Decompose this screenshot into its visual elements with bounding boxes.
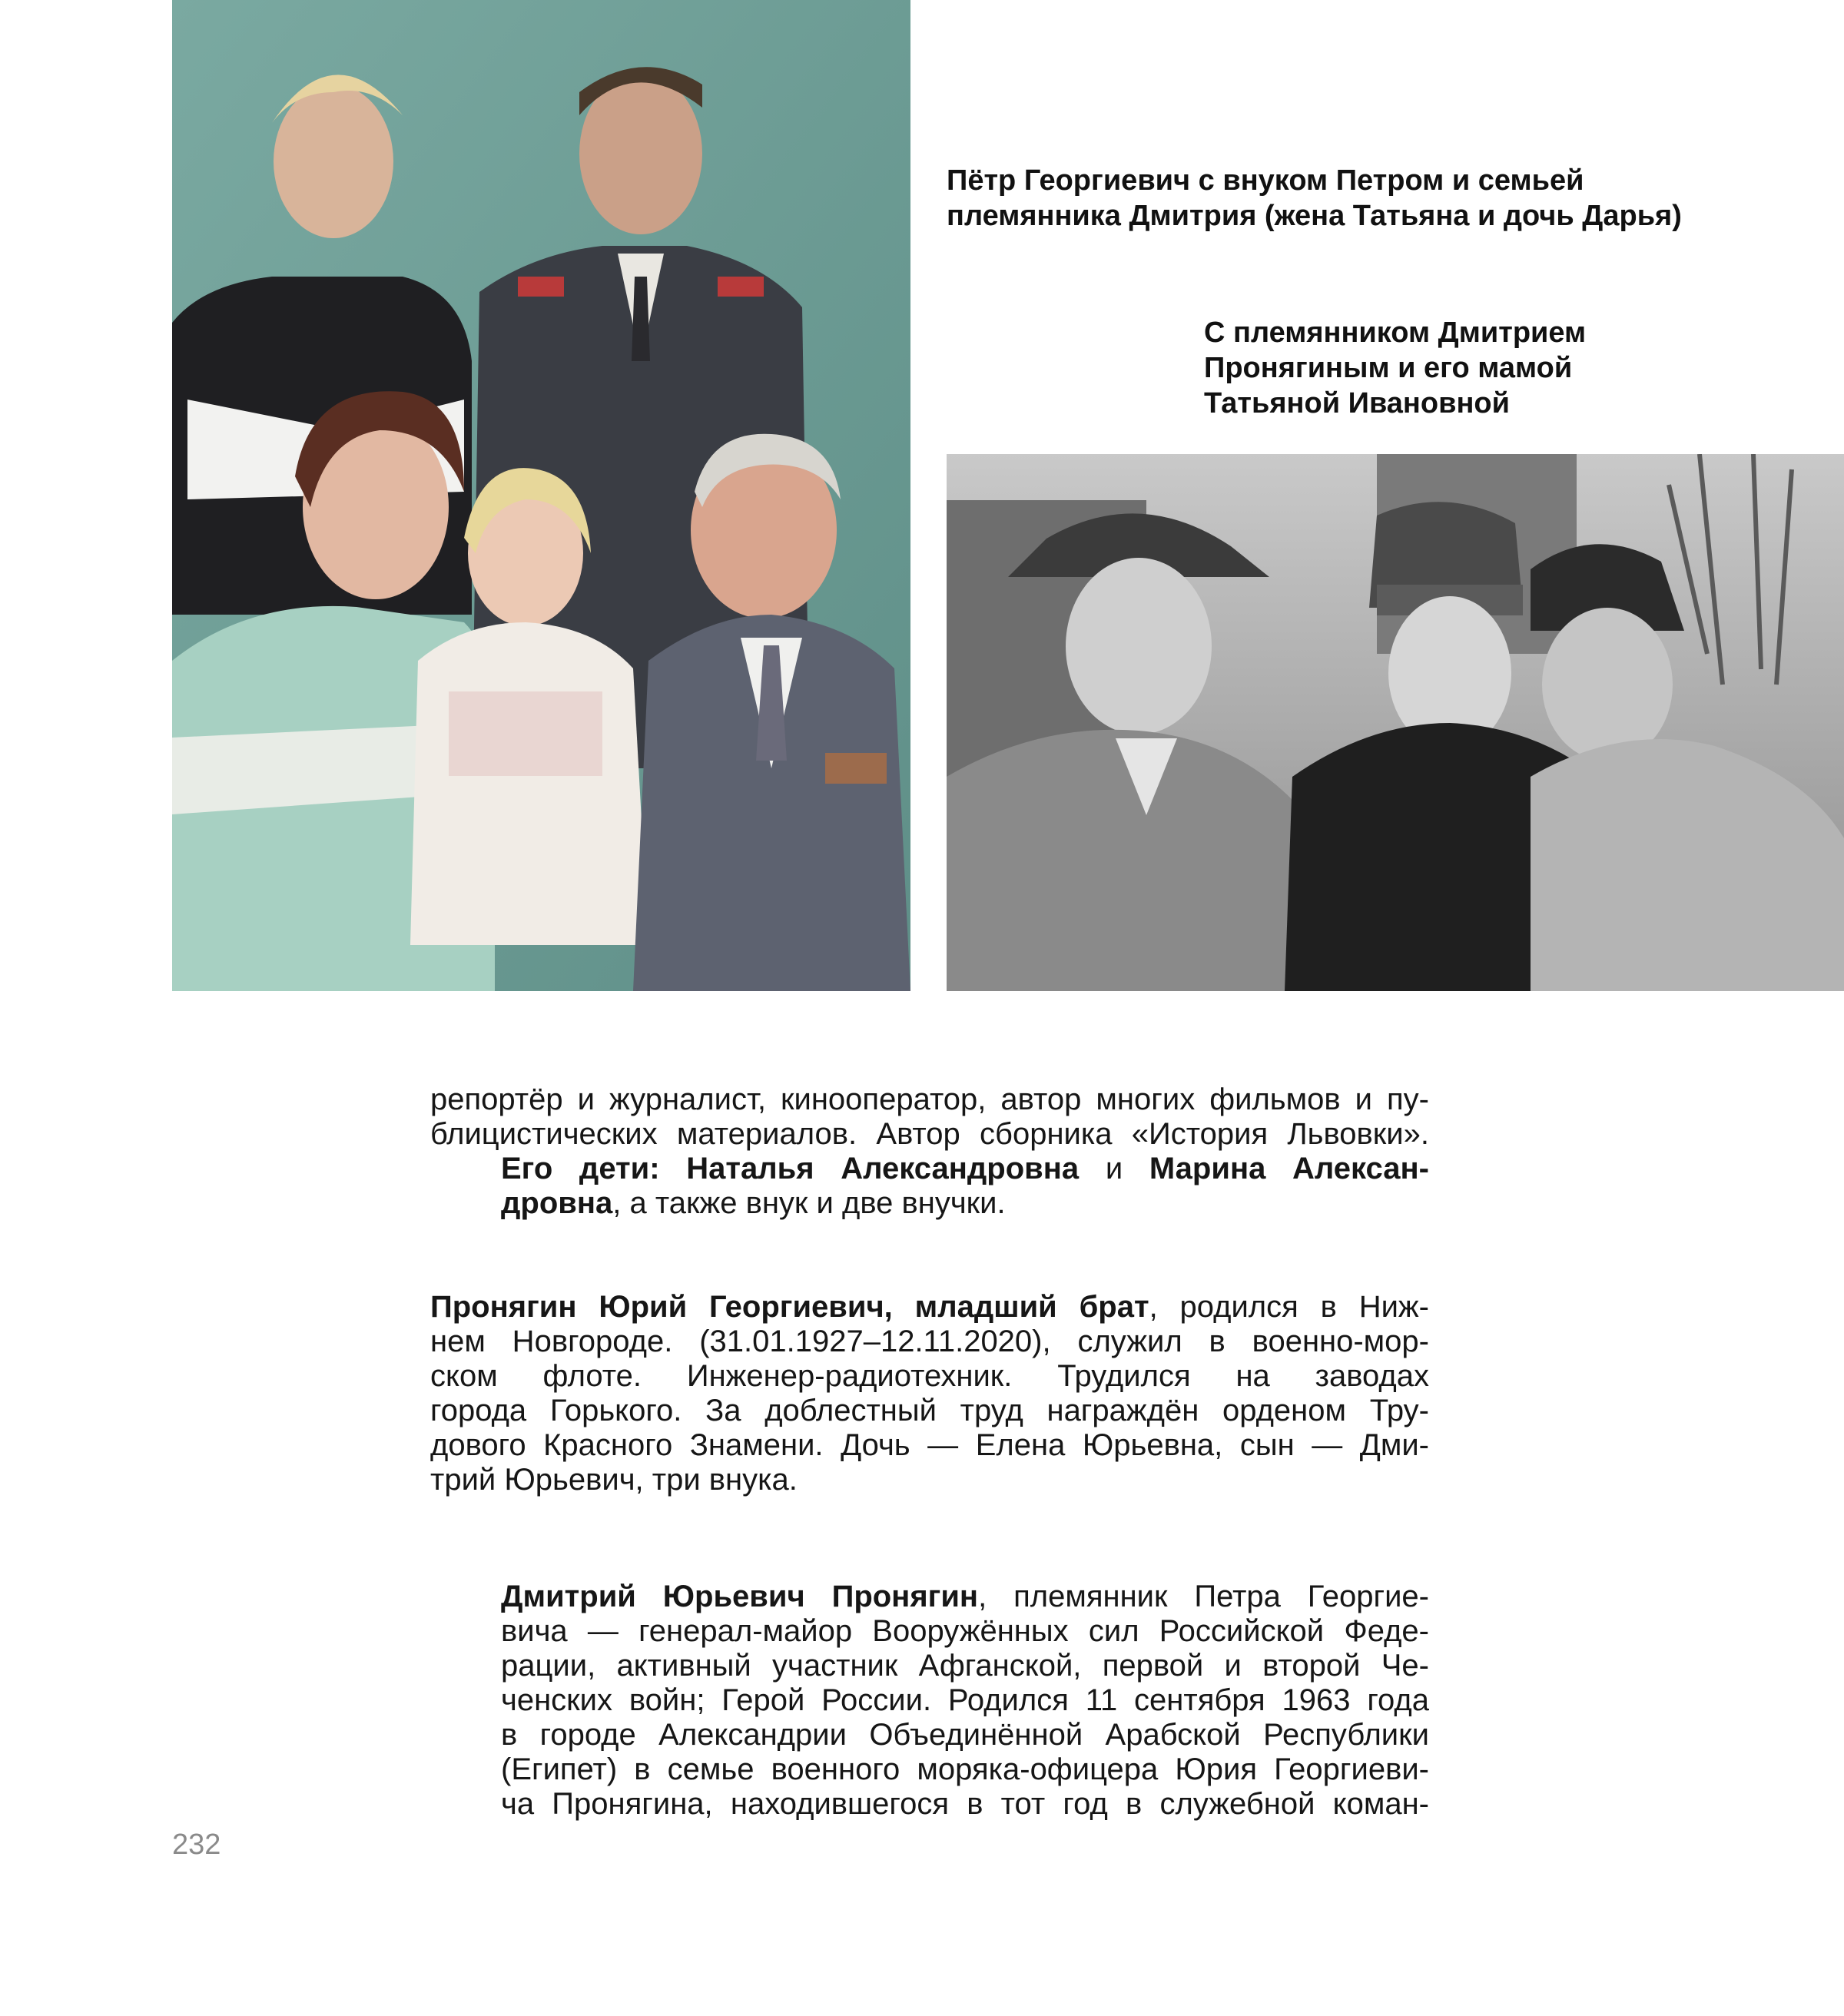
text-line: ченских войн; Герой России. Родился 11 сентября 1963 года <box>501 1683 1429 1717</box>
text-rest: , племянник Петра Георгие- <box>978 1580 1429 1613</box>
paragraph-biography-yuri <box>430 1290 1429 1497</box>
text-line: дового Красного Знамени. Дочь — Елена Юрьевна, сын — Дми- <box>430 1428 1429 1462</box>
conjunction: и <box>1079 1152 1149 1185</box>
caption-line: С племянником Дмитрием <box>1204 317 1587 349</box>
children-label: Его дети: <box>501 1152 660 1185</box>
caption-line: Пронягиным и его мамой <box>1204 352 1573 384</box>
text-line: блицистических материалов. Автор сборника «История Львовки». <box>430 1117 1429 1151</box>
caption-line: племянника Дмитрия (жена Татьяна и дочь Дарья) <box>947 200 1682 232</box>
text-line: ском флоте. Инженер-радиотехник. Трудился на заводах <box>430 1359 1429 1393</box>
text-line: (Египет) в семье военного моряка-офицера Юрия Георгиеви- <box>501 1752 1429 1786</box>
child-name: Наталья Александровна <box>686 1152 1080 1185</box>
paragraph-biography-dmitry <box>501 1580 1429 1822</box>
text-line <box>430 1290 1429 1325</box>
child-name: Марина Алексан- <box>1149 1152 1429 1185</box>
text-line: города Горького. За доблестный труд награждён орденом Тру- <box>430 1394 1429 1427</box>
family-photo-bw <box>947 454 1844 991</box>
child-name-cont: дровна <box>501 1186 613 1220</box>
family-photo-color <box>172 0 910 991</box>
person-name: Пронягин Юрий Георгиевич, младший брат <box>430 1290 1149 1324</box>
text-tail: , а также внук и две внучки. <box>612 1186 1006 1220</box>
text-line: в городе Александрии Объединённой Арабской Республики <box>501 1718 1429 1752</box>
photo-caption-bw <box>1204 315 1586 421</box>
text-line: вича — генерал-майор Вооружённых сил Российской Феде- <box>501 1614 1429 1648</box>
text-rest: , родился в Ниж- <box>1149 1290 1430 1324</box>
paragraph-biography-1 <box>430 1083 1429 1221</box>
caption-line: Пётр Георгиевич с внуком Петром и семьей <box>947 164 1584 197</box>
page-number: 232 <box>172 1829 221 1861</box>
text-line: репортёр и журналист, кинооператор, автор многих фильмов и пу- <box>430 1083 1429 1116</box>
text-line: трий Юрьевич, три внука. <box>430 1463 798 1497</box>
text-line <box>430 1186 1429 1221</box>
text-line <box>430 1152 1429 1186</box>
caption-line: Татьяной Ивановной <box>1204 387 1510 419</box>
photo-caption-family <box>947 163 1682 234</box>
text-line: нем Новгороде. (31.01.1927–12.11.2020), служил в военно-мор- <box>430 1325 1429 1358</box>
text-line <box>501 1580 1429 1614</box>
text-line: ча Пронягина, находившегося в тот год в служебной коман- <box>501 1787 1429 1821</box>
text-line: рации, активный участник Афганской, первой и второй Че- <box>501 1649 1429 1683</box>
person-name: Дмитрий Юрьевич Пронягин <box>501 1580 979 1613</box>
